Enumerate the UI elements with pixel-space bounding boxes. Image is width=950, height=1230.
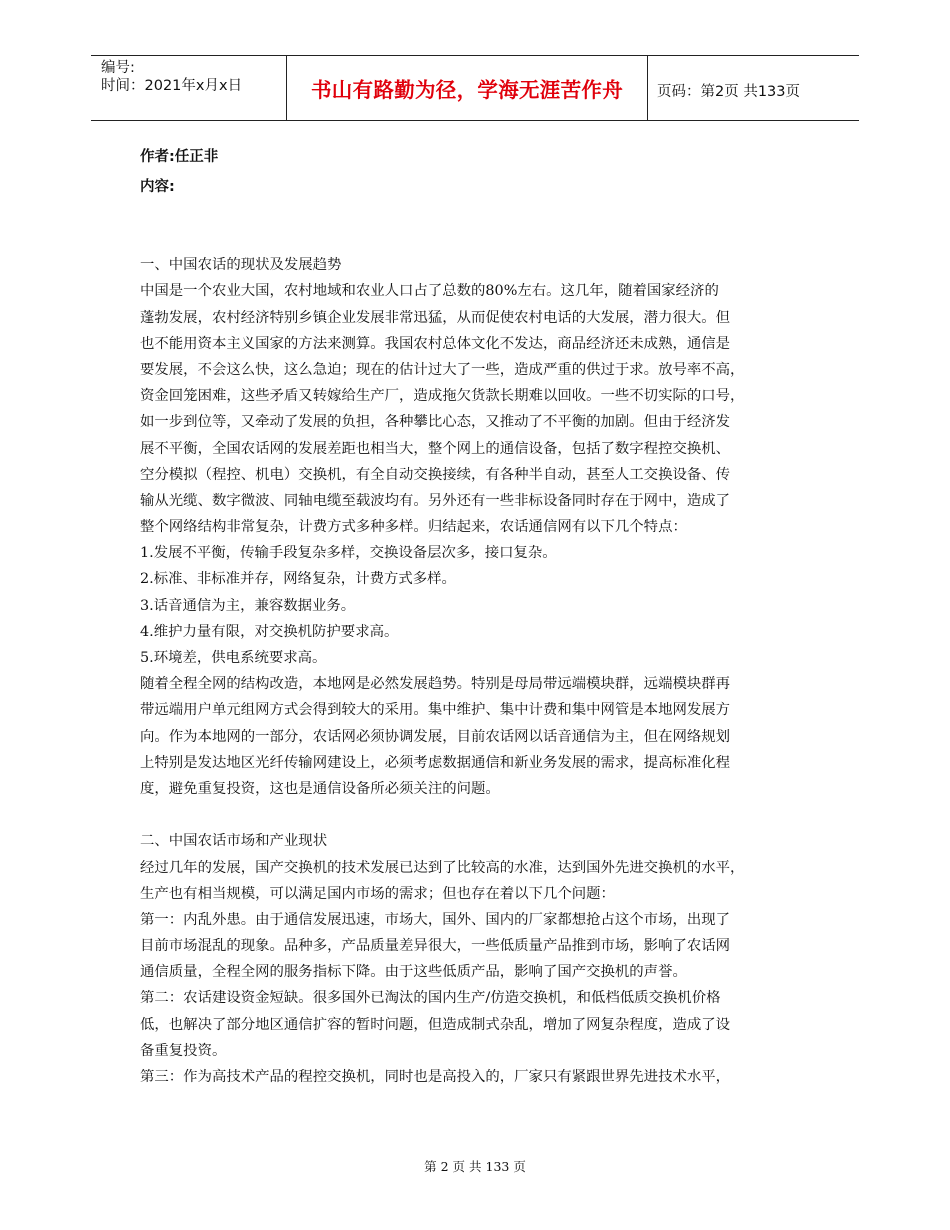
body-line: 通信质量，全程全网的服务指标下降。由于这些低质产品，影响了国产交换机的声誉。 (140, 964, 687, 981)
body-line: 5.环境差，供电系统要求高。 (140, 650, 327, 666)
blank-line (140, 802, 820, 828)
body-line: 经过几年的发展，国产交换机的技术发展已达到了比较高的水准，达到国外先进交换机的水平， (140, 859, 745, 876)
page-header (91, 55, 859, 121)
body-line: 如一步到位等，又牵动了发展的负担，各种攀比心态，又推动了不平衡的加剧。但由于经济发 (140, 414, 731, 431)
body-line: 备重复投资。 (140, 1042, 227, 1059)
body-line: 度，避免重复投资，这也是通信设备所必须关注的问题。 (140, 780, 500, 797)
body-line: 整个网络结构非常复杂，计费方式多种多样。归结起来，农话通信网有以下几个特点： (140, 519, 687, 536)
document-meta (140, 142, 218, 202)
content-label: 内容: (140, 179, 175, 195)
body-line: 中国是一个农业大国，农村地域和农业人口占了总数的80%左右。这几年，随着国家经济的 (140, 283, 719, 300)
body-line: 生产也有相当规模，可以满足国内市场的需求；但也存在着以下几个问题： (140, 885, 615, 902)
body-line: 一、中国农话的现状及发展趋势 (140, 257, 342, 274)
motto-text: 书山有路勤为径，学海无涯苦作舟 (311, 78, 623, 102)
body-line: 低，也解决了部分地区通信扩容的暂时问题，但造成制式杂乱，增加了网复杂程度，造成了设 (140, 1016, 731, 1033)
time-label: 时间：2021年x月x日 (101, 78, 243, 94)
body-line: 随着全程全网的结构改造，本地网是必然发展趋势。特别是母局带远端模块群，远端模块群再 (140, 676, 731, 693)
body-line: 3.话音通信为主，兼容数据业务。 (140, 597, 356, 614)
body-line: 2.标准、非标准并存，网络复杂，计费方式多样。 (140, 571, 456, 588)
body-line: 目前市场混乱的现象。品种多，产品质量差异很大，一些低质量产品推到市场，影响了农话网 (140, 938, 731, 955)
body-line: 第一：内乱外患。由于通信发展迅速，市场大，国外、国内的厂家都想抢占这个市场，出现了 (140, 911, 731, 928)
header-left-block (101, 59, 242, 95)
body-line: 1.发展不平衡，传输手段复杂多样，交换设备层次多，接口复杂。 (140, 545, 557, 562)
blank-line (140, 226, 820, 252)
body-line: 上特别是发达地区光纤传输网建设上，必须考虑数据通信和新业务发展的需求，提高标准化程 (140, 754, 731, 771)
body-line: 向。作为本地网的一部分，农话网必须协调发展，目前农话网以话音通信为主，但在网络规划 (140, 728, 731, 745)
code-label: 编号: (101, 60, 135, 76)
body-line: 空分模拟（程控、机电）交换机，有全自动交换接续，有各种半自动，甚至人工交换设备、传 (140, 466, 731, 483)
body-line: 4.维护力量有限，对交换机防护要求高。 (140, 623, 399, 640)
body-line: 要发展，不会这么快，这么急迫；现在的估计过大了一些，造成严重的供过于求。放号率不高， (140, 361, 745, 378)
header-motto-cell (286, 55, 648, 121)
document-body (140, 226, 820, 1090)
body-line: 带远端用户单元组网方式会得到较大的采用。集中维护、集中计费和集中网管是本地网发展方 (140, 702, 731, 719)
author-line: 作者:任正非 (140, 149, 219, 165)
body-line: 第三：作为高技术产品的程控交换机，同时也是高投入的，厂家只有紧跟世界先进技术水平， (140, 1069, 731, 1085)
body-line: 资金回笼困难，这些矛盾又转嫁给生产厂，造成拖欠货款长期难以回收。一些不切实际的口号， (140, 388, 745, 405)
page-footer: 第 2 页 共 133 页 (424, 1159, 526, 1174)
body-line: 蓬勃发展，农村经济特别乡镇企业发展非常迅猛，从而促使农村电话的大发展，潜力很大。但 (140, 309, 731, 326)
body-line: 第二：农话建设资金短缺。很多国外已淘汰的国内生产/仿造交换机，和低档低质交换机价格 (140, 990, 721, 1007)
body-line: 输从光缆、数字微波、同轴电缆至载波均有。另外还有一些非标设备同时存在于网中，造成了 (140, 492, 731, 509)
page-info: 页码：第2页 共133页 (657, 84, 801, 100)
body-line: 二、中国农话市场和产业现状 (140, 833, 328, 850)
body-line: 展不平衡，全国农话网的发展差距也相当大，整个网上的通信设备，包括了数字程控交换机、 (140, 440, 731, 457)
body-line: 也不能用资本主义国家的方法来测算。我国农村总体文化不发达，商品经济还未成熟，通信是 (140, 335, 731, 352)
